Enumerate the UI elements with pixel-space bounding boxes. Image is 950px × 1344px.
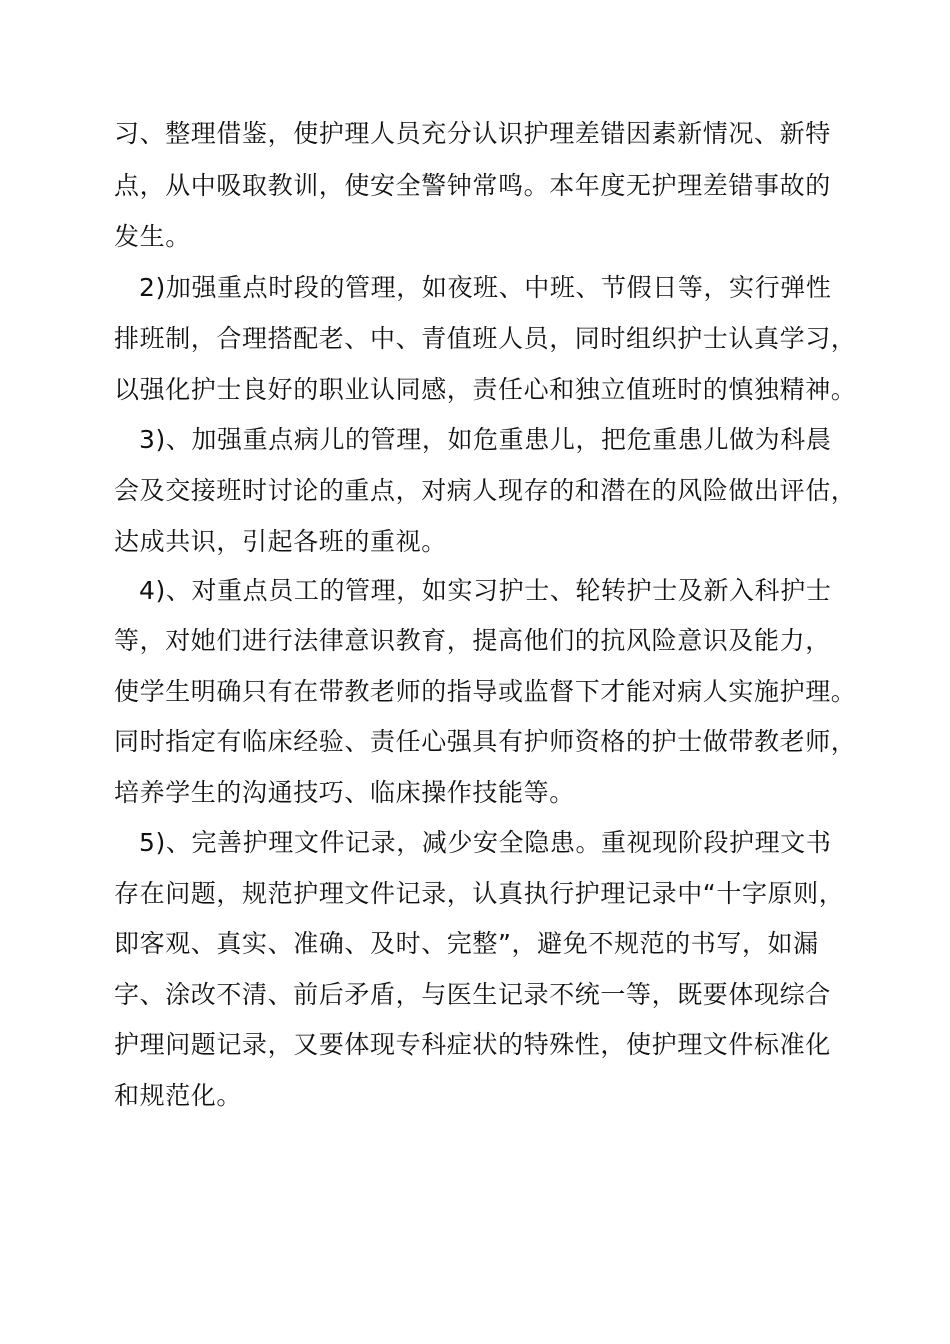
paragraph-line: 达成共识，引起各班的重视。	[114, 527, 447, 556]
paragraph-line: 即客观、真实、准确、及时、完整”，避免不规范的书写，如漏	[114, 929, 819, 958]
paragraph-line: 4)、对重点员工的管理，如实习护士、轮转护士及新入科护士	[139, 576, 832, 605]
paragraph-line: 3)、加强重点病儿的管理，如危重患儿，把危重患儿做为科晨	[139, 425, 832, 454]
paragraph-line: 护理问题记录，又要体现专科症状的特殊性，使护理文件标准化	[114, 1030, 831, 1059]
paragraph-line: 存在问题，规范护理文件记录，认真执行护理记录中“十字原则，	[114, 879, 845, 908]
paragraph-line: 5)、完善护理文件记录，减少安全隐患。重视现阶段护理文书	[139, 828, 832, 857]
paragraph-line: 等，对她们进行法律意识教育，提高他们的抗风险意识及能力，	[114, 626, 831, 655]
paragraph-line: 发生。	[114, 222, 191, 251]
paragraph-line: 排班制，合理搭配老、中、青值班人员，同时组织护士认真学习，	[114, 324, 857, 353]
paragraph-line: 点，从中吸取教训，使安全警钟常鸣。本年度无护理差错事故的	[114, 171, 831, 200]
paragraph-line: 字、涂改不清、前后矛盾，与医生记录不统一等，既要体现综合	[114, 980, 831, 1009]
paragraph-line: 培养学生的沟通技巧、临床操作技能等。	[114, 778, 575, 807]
paragraph-line: 习、整理借鉴，使护理人员充分认识护理差错因素新情况、新特	[114, 119, 831, 148]
paragraph-line: 以强化护士良好的职业认同感，责任心和独立值班时的慎独精神。	[114, 375, 857, 404]
paragraph-line: 2)加强重点时段的管理，如夜班、中班、节假日等，实行弹性	[139, 273, 832, 302]
paragraph-line: 同时指定有临床经验、责任心强具有护师资格的护士做带教老师，	[114, 727, 857, 756]
paragraph-line: 和规范化。	[114, 1081, 243, 1110]
paragraph-line: 会及交接班时讨论的重点，对病人现存的和潜在的风险做出评估，	[114, 476, 857, 505]
paragraph-line: 使学生明确只有在带教老师的指导或监督下才能对病人实施护理。	[114, 677, 857, 706]
